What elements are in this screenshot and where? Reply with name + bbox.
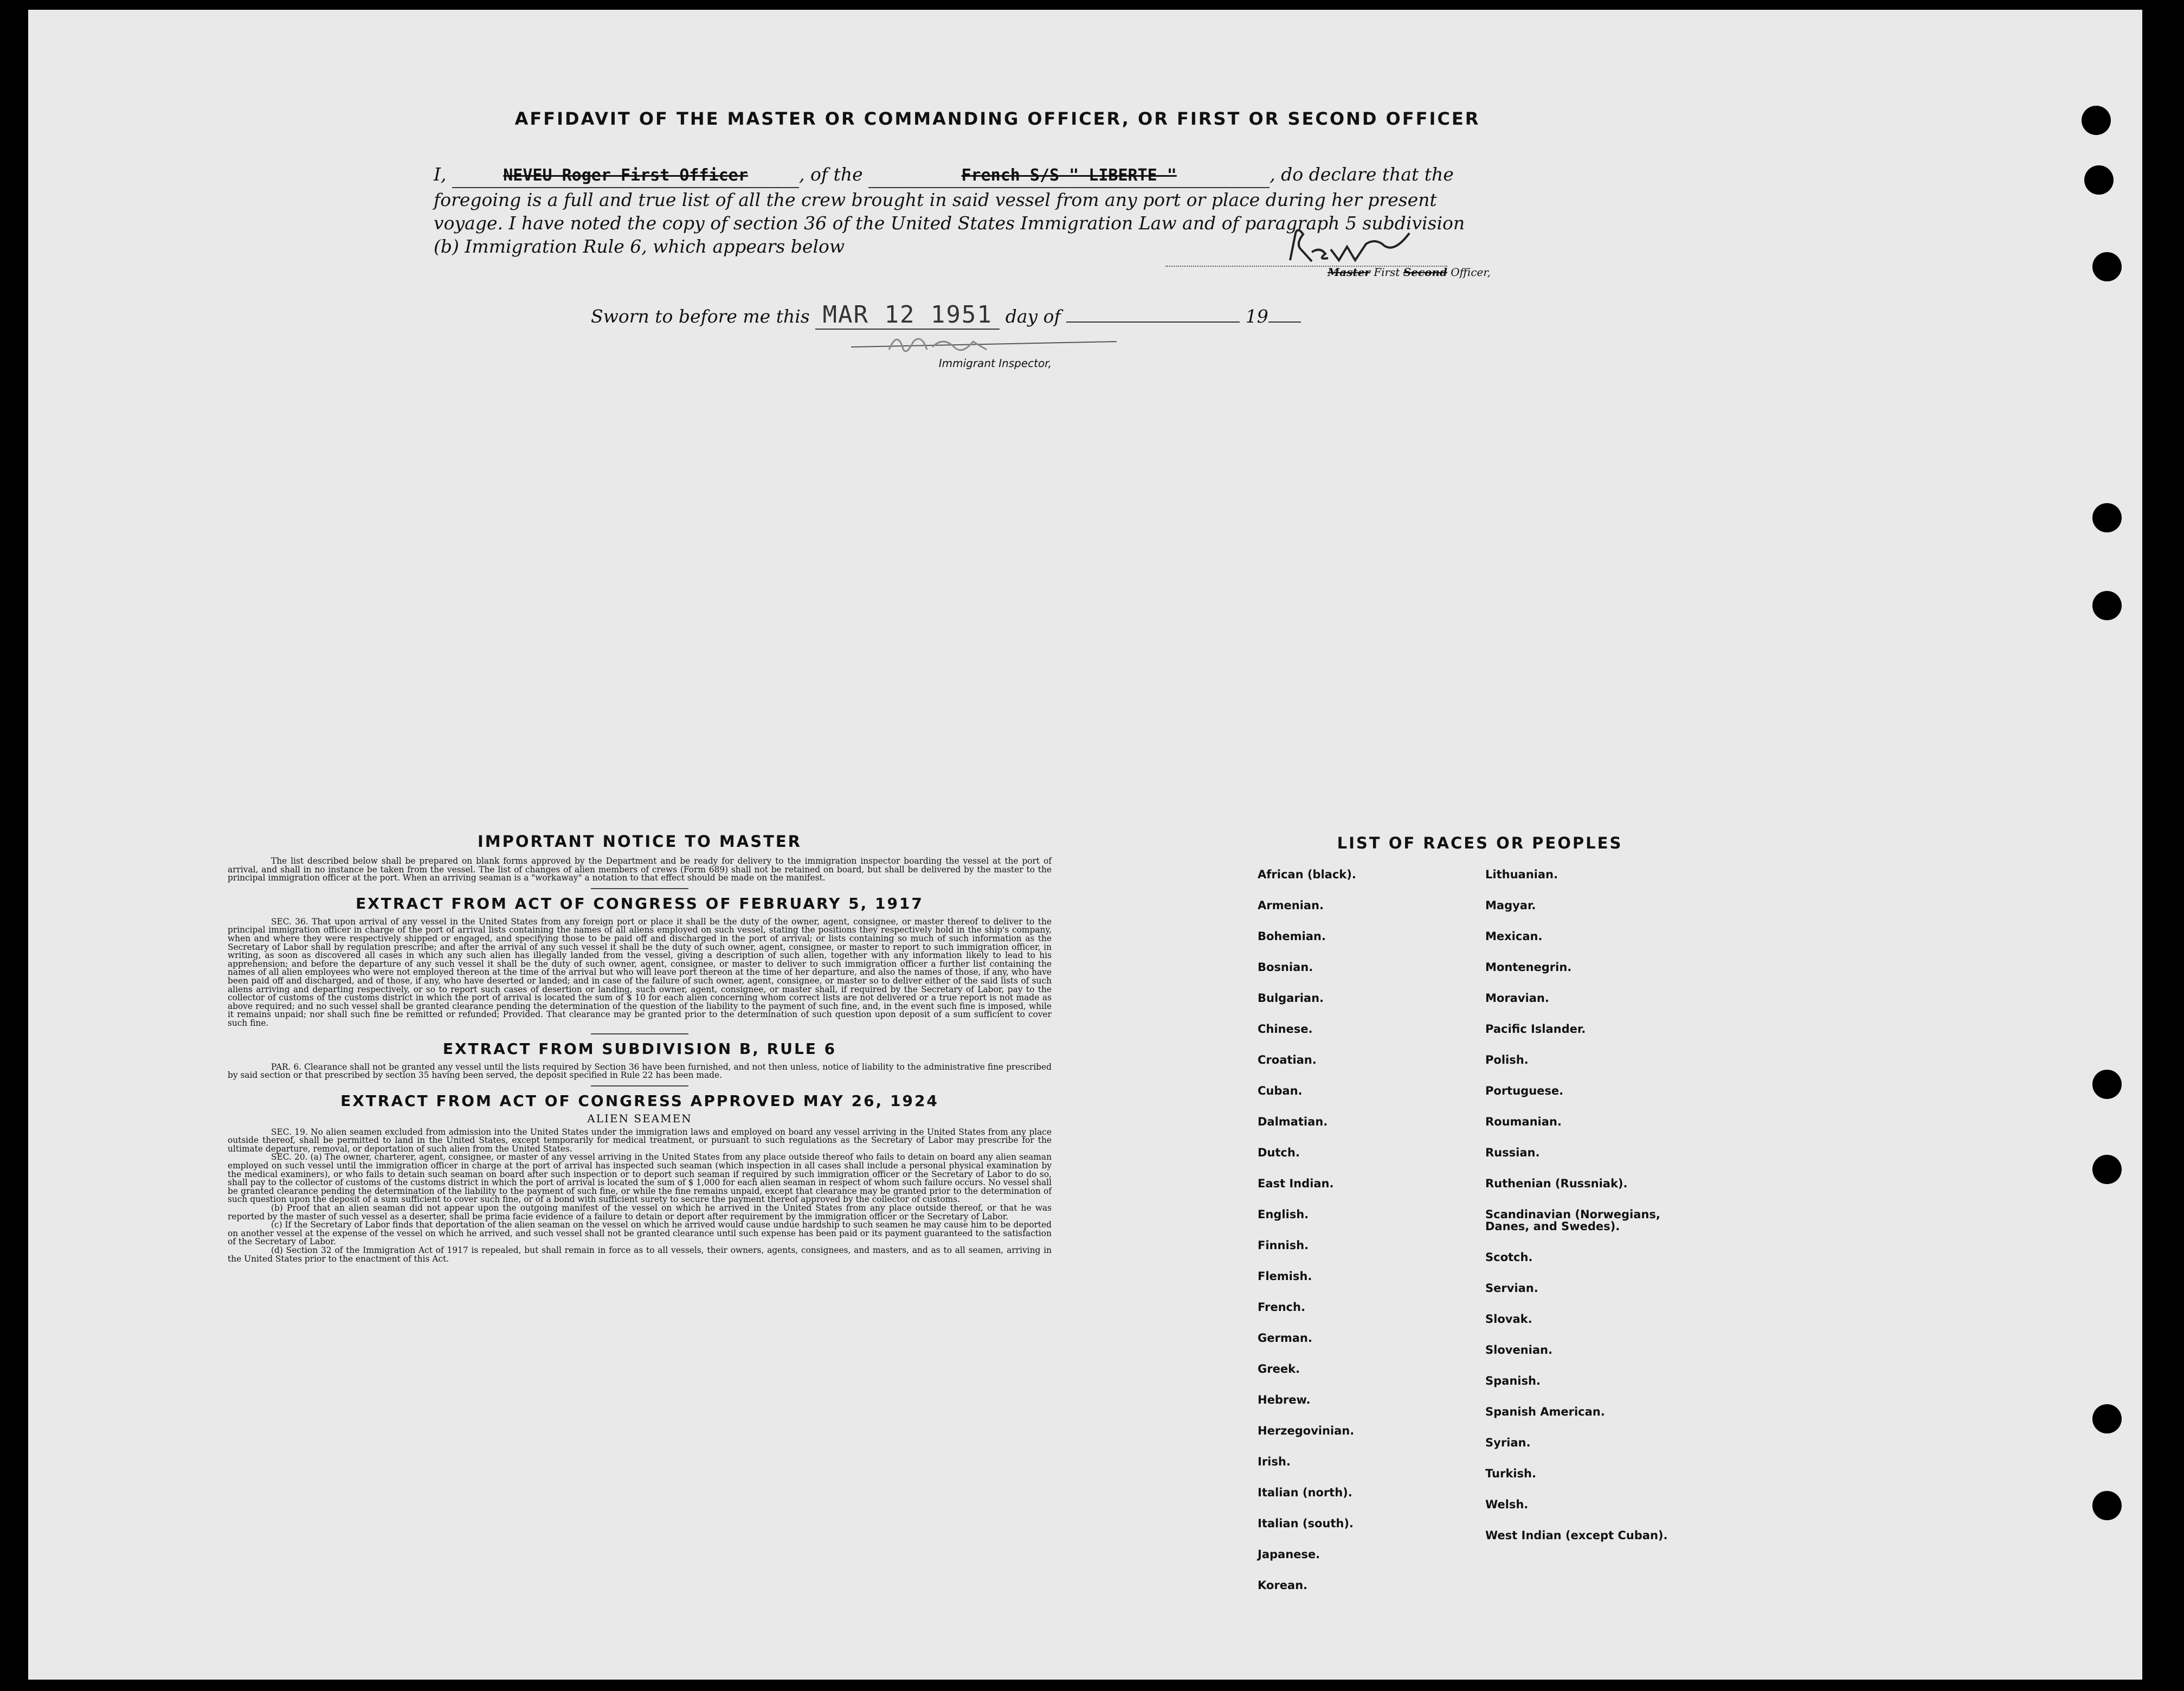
important-notice (228, 832, 1052, 1263)
extract3-sec20c: (c) If the Secretary of Labor finds that deportation of the alien seaman on the vessel on which he arrived would cause undue hardship to such seamen he may cause him to be deported on another vessel at the expense of the vessel on which he arrived, and such vessel shall not be granted clearance until such expense has been paid or its payment guaranteed to the satisfaction of the Secretary of Labor. (228, 1220, 1052, 1247)
race-item: Moravian. (1485, 992, 1549, 1005)
race-item: East Indian. (1258, 1177, 1334, 1190)
race-item: Italian (north). (1258, 1486, 1352, 1499)
races-left-column (1258, 869, 1474, 1610)
race-item: English. (1258, 1208, 1309, 1221)
punch-hole (2092, 1155, 2122, 1184)
race-item: Spanish. (1485, 1374, 1541, 1387)
officer-signature (1279, 222, 1420, 271)
race-item: African (black). (1258, 868, 1356, 881)
race-item: Mexican. (1485, 930, 1543, 943)
punch-hole (2092, 252, 2122, 281)
race-item: Ruthenian (Russniak). (1485, 1177, 1628, 1190)
punch-hole (2092, 1491, 2122, 1520)
punch-hole (2092, 503, 2122, 532)
punch-hole (2092, 1070, 2122, 1099)
officer-signature-title (1241, 266, 1491, 279)
race-item: Roumanian. (1485, 1115, 1562, 1128)
sworn-prefix: Sworn to before me this (591, 306, 810, 327)
declaration-i: I, (434, 164, 447, 185)
race-item: Scandinavian (Norwegians, Danes, and Swedes). (1485, 1208, 1660, 1233)
race-item: Bulgarian. (1258, 992, 1324, 1005)
race-item: Croatian. (1258, 1053, 1317, 1066)
race-item: Japanese. (1258, 1548, 1320, 1561)
race-item: Herzegovinian. (1258, 1424, 1355, 1437)
sworn-year: 19 (1245, 306, 1268, 327)
race-item: Armenian. (1258, 899, 1324, 912)
races-title: LIST OF RACES OR PEOPLES (1337, 834, 1623, 852)
race-item: Turkish. (1485, 1467, 1536, 1480)
sworn-day-of: day of (1005, 306, 1061, 327)
race-item: Welsh. (1485, 1498, 1529, 1511)
race-item: Pacific Islander. (1485, 1023, 1586, 1036)
race-item: Chinese. (1258, 1023, 1313, 1036)
race-item: West Indian (except Cuban). (1485, 1529, 1668, 1542)
vessel-blank (868, 163, 1270, 188)
extract3-title: EXTRACT FROM ACT OF CONGRESS APPROVED MAY 26, 1924 (340, 1091, 939, 1110)
extract3-sec19: SEC. 19. No alien seamen excluded from admission into the United States under the immigration laws and employed on board any vessel arriving in the United States from any place outside thereof, shall be permitted to land in the United States, except temporarily for medical treatment, or pursuant to such regulations as the Secretary of Labor may prescribe for the ultimate departure, removal, or deportation of such alien from the United States. (228, 1127, 1052, 1154)
race-item: Polish. (1485, 1053, 1529, 1066)
year-blank (1268, 322, 1301, 323)
title-master: Master (1327, 266, 1370, 279)
races-columns (1258, 869, 1702, 1610)
race-item: Montenegrin. (1485, 961, 1572, 974)
inspector-title: Immigrant Inspector, (938, 357, 1052, 370)
divider (591, 888, 688, 889)
extract3-subtitle: ALIEN SEAMEN (587, 1111, 692, 1125)
punch-hole (2084, 165, 2114, 195)
notice-title: IMPORTANT NOTICE TO MASTER (477, 832, 802, 851)
extract1-text: SEC. 36. That upon arrival of any vessel in the United States from any foreign port or place it shall be the duty of the owner, agent, consignee, or master thereof to deliver to the principal immigration officer in charge of the port of arrival lists containing the names of all aliens employed on such vessel, stating the positions they respectively hold in the ship's company, when and where they were respectively shipped or engaged, and specifying those to be paid off and discharged in the port of arrival; or lists containing so much of such information as the Secretary of Labor shall by regulation prescribe; and after the arrival of any such vessel it shall be the duty of such owner, agent, consignee, or master to report to such immigration officer, in writing, as soon as discovered all cases in which any such alien has illegally landed from the vessel, giving a description of such alien, together with any information likely to lead to his apprehension; and before the departure of any such vessel it shall be the duty of such owner, agent, consignee, or master to deliver to such immigration officer a further list containing the names of all alien employees who were not employed thereon at the time of the arrival but who will leave port thereon at the time of her departure, and also the names of those, if any, who have been paid off and discharged, and of those, if any, who have deserted or landed; and in case of the failure of such owner, agent, consignee, or master so to deliver either of the said lists of such aliens arriving and departing respectively, or so to report such cases of desertion or landing, such owner, agent, consignee, or master shall, if required by the Secretary of Labor, pay to the collector of customs of the customs district in which the port of arrival is located the sum of $ 10 for each alien concerning whom correct lists are not delivered or a true report is not made as above required; and no such vessel shall be granted clearance pending the determination of the question of the liability to the payment of such fine, and, in the event such fine is imposed, while it remains unpaid; nor shall such fine be remitted or refunded; Provided. That clearance may be granted prior to the determination of such question upon deposit of a sum sufficient to cover such fine. (228, 916, 1052, 1028)
race-item: Irish. (1258, 1455, 1291, 1468)
extract1-title: EXTRACT FROM ACT OF CONGRESS OF FEBRUARY 5, 1917 (356, 894, 924, 912)
punch-hole (2092, 1404, 2122, 1433)
declaration-body: , do declare that the foregoing is a full and true list of all the crew brought in said vessel from any port or place during her present voyage. I have noted the copy of section 36 of the United States Immigration Law and of paragraph 5 subdivision (b) Immigration Rule 6, which appears below (434, 164, 1465, 257)
race-item: Korean. (1258, 1579, 1308, 1592)
race-item: Lithuanian. (1485, 868, 1558, 881)
races-list (1258, 834, 1702, 1610)
vessel-name-fill: French S/S " LIBERTE " (961, 166, 1177, 185)
race-item: Russian. (1485, 1146, 1540, 1159)
race-item: Servian. (1485, 1282, 1538, 1295)
extract2-title: EXTRACT FROM SUBDIVISION B, RULE 6 (442, 1039, 837, 1058)
races-right-column (1485, 869, 1702, 1610)
race-item: Bosnian. (1258, 961, 1313, 974)
divider (591, 1085, 688, 1086)
divider (591, 1033, 688, 1034)
race-item: Slovenian. (1485, 1343, 1552, 1356)
title-second: Second (1403, 266, 1447, 279)
race-item: Portuguese. (1485, 1084, 1564, 1097)
name-blank (452, 163, 799, 188)
race-item: Dutch. (1258, 1146, 1300, 1159)
race-item: Bohemian. (1258, 930, 1326, 943)
extract3-sec20a: SEC. 20. (a) The owner, charterer, agent, consignee, or master of any vessel arriving in the United States from any place outside thereof who fails to detain on board any alien seaman employed on such vessel until the immigration officer in charge at the port of arrival has inspected such seaman (which inspection in all cases shall include a personal physical examination by the medical examiners), or who fails to detain such seaman on board after such inspection or to deport such seaman if required by such immigration officer or the Secretary of Labor to do so, shall pay to the collector of customs of the customs district in which the port of arrival is located the sum of $ 1,000 for each alien seaman in respect of whom such failure occurs. No vessel shall be granted clearance pending the determination of the liability to the payment of such fine, or while the fine remains unpaid, except that clearance may be granted prior to the determination of such question upon the deposit of a sum sufficient to cover such fine, or of a bond with sufficient surety to secure the payment thereof approved by the collector of customs. (228, 1152, 1052, 1205)
officer-name-fill: NEVEU Roger First Officer (503, 166, 748, 185)
race-item: French. (1258, 1301, 1305, 1314)
extract2-text: PAR. 6. Clearance shall not be granted any vessel until the lists required by Section 36 have been furnished, and not then unless, notice of liability to the administrative fine prescribed by said section or that prescribed by section 35 having been served, the deposit specified in Rule 22 has been made. (228, 1062, 1052, 1081)
race-item: Magyar. (1485, 899, 1536, 912)
punch-hole (2082, 106, 2111, 135)
race-item: Flemish. (1258, 1270, 1312, 1283)
punch-hole (2092, 591, 2122, 620)
race-item: Cuban. (1258, 1084, 1303, 1097)
race-item: Hebrew. (1258, 1393, 1311, 1406)
race-item: Scotch. (1485, 1251, 1533, 1264)
race-item: German. (1258, 1332, 1312, 1345)
race-item: Finnish. (1258, 1239, 1309, 1252)
declaration-of-the: , of the (799, 164, 863, 185)
extract3-sec20d: (d) Section 32 of the Immigration Act of 1917 is repealed, but shall remain in force as to all vessels, their owners, agents, consignees, and masters, and as to all seamen, arriving in the United States prior to the enactment of this Act. (228, 1245, 1052, 1264)
affidavit-title: AFFIDAVIT OF THE MASTER OR COMMANDING OFFICER, OR FIRST OR SECOND OFFICER (514, 108, 1480, 129)
date-stamp: MAR 12 1951 (822, 301, 993, 329)
race-item: Slovak. (1485, 1313, 1532, 1326)
title-officer: Officer, (1451, 266, 1491, 279)
extract3-sec20b: (b) Proof that an alien seaman did not appear upon the outgoing manifest of the vessel on which he arrived in the United States from any place outside thereof, or that he was reported by the master of such vessel as a deserter, shall be prima facie evidence of a failure to detain or deport after requirement by the immigration officer or the Secretary of Labor. (228, 1203, 1052, 1221)
race-item: Greek. (1258, 1362, 1300, 1375)
notice-intro: The list described below shall be prepared on blank forms approved by the Department and be ready for delivery to the immigration inspector boarding the vessel at the port of arrival, and shall in no instance be taken from the vessel. The list of changes of alien members of crews (Form 689) shall not be retained on board, but shall be delivered by the master to the principal immigration officer at the port. When an arriving seaman is a "workaway" a notation to that effect should be made on the manifest. (228, 856, 1052, 883)
race-item: Spanish American. (1485, 1405, 1605, 1418)
month-blank (1066, 322, 1240, 323)
race-item: Syrian. (1485, 1436, 1531, 1449)
race-item: Dalmatian. (1258, 1115, 1328, 1128)
race-item: Italian (south). (1258, 1517, 1354, 1530)
title-first: First (1374, 266, 1400, 279)
